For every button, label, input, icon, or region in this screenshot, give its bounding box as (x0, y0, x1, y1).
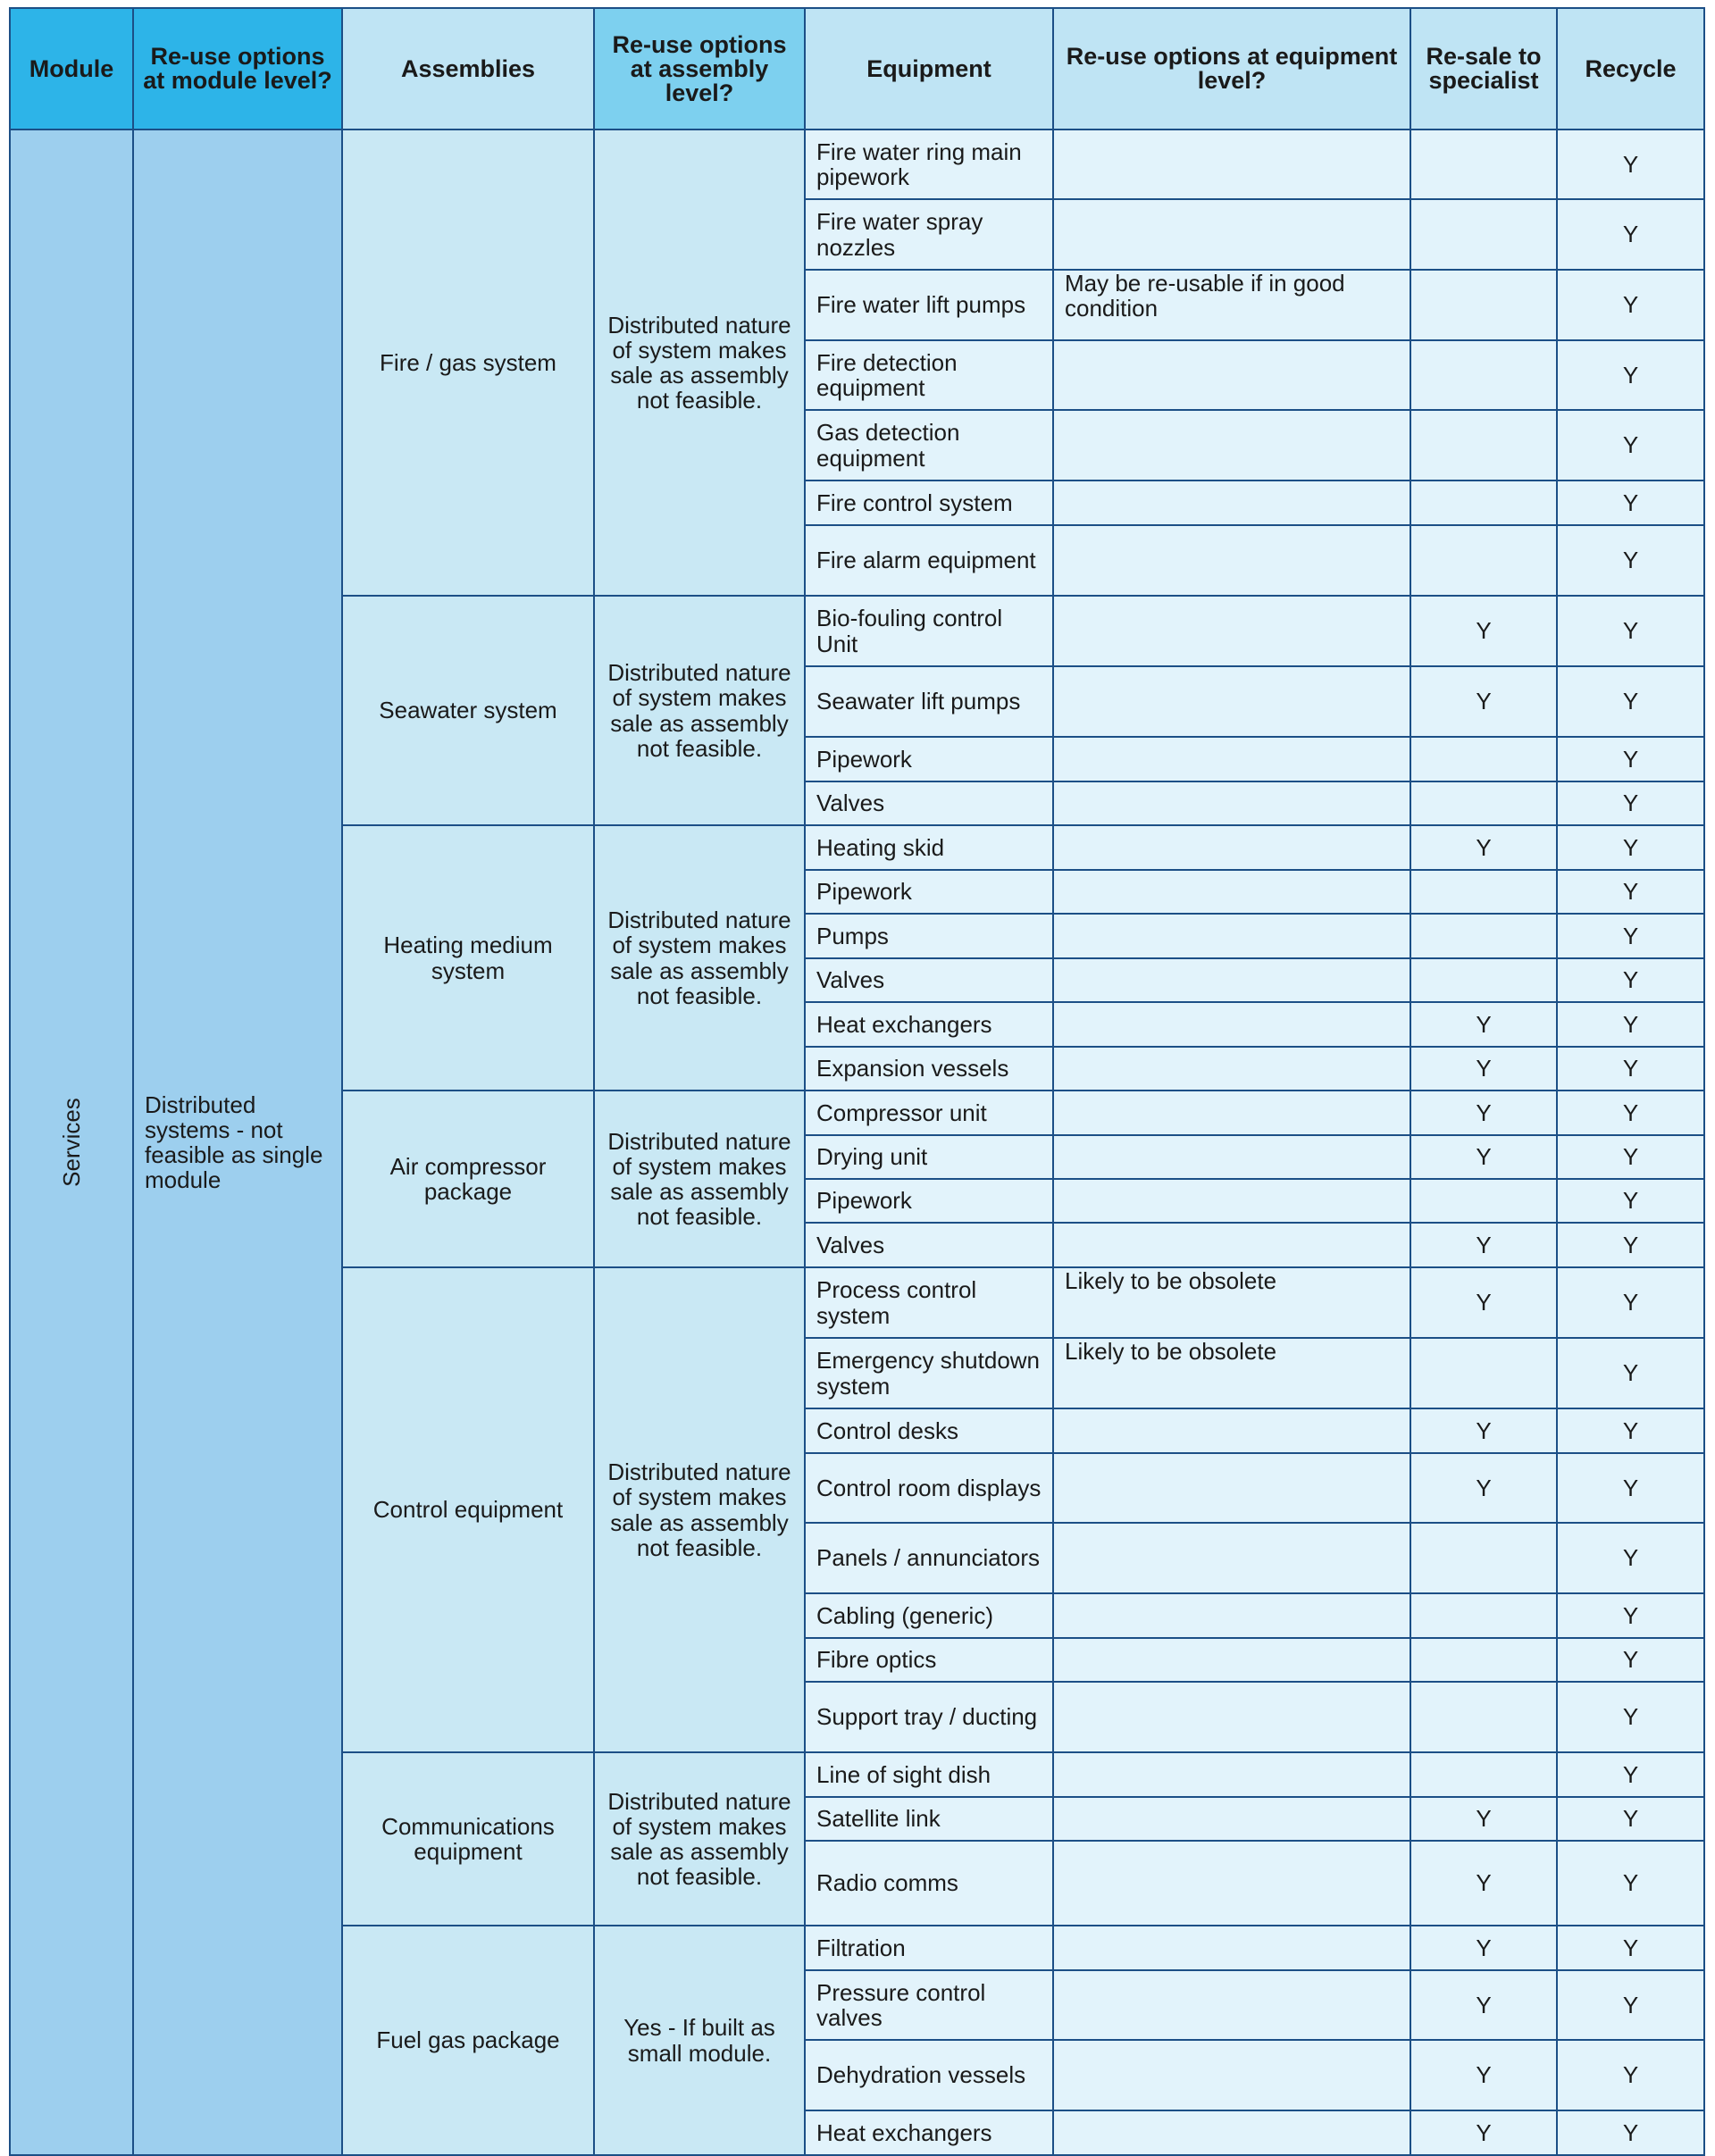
resale-cell (1410, 130, 1557, 199)
assembly-reuse-cell: Yes - If built as small module. (594, 1926, 805, 2155)
recycle-cell: Y (1557, 2040, 1704, 2110)
equipment-name-cell: Pipework (805, 870, 1053, 914)
assembly-name-cell: Heating medium system (342, 825, 594, 1091)
equipment-reuse-cell (1053, 1841, 1410, 1926)
equipment-reuse-cell (1053, 1926, 1410, 1970)
recycle-cell: Y (1557, 1752, 1704, 1797)
assembly-name-cell: Seawater system (342, 596, 594, 825)
header-resale: Re-sale to specialist (1410, 8, 1557, 130)
equipment-reuse-cell: May be re-usable if in good condition (1053, 270, 1410, 340)
equipment-reuse-cell (1053, 737, 1410, 781)
resale-cell: Y (1410, 596, 1557, 666)
equipment-name-cell: Gas detection equipment (805, 410, 1053, 481)
equipment-name-cell: Line of sight dish (805, 1752, 1053, 1797)
equipment-name-cell: Fire water lift pumps (805, 270, 1053, 340)
recycle-cell: Y (1557, 1638, 1704, 1682)
header-row (10, 8, 1704, 130)
recycle-cell: Y (1557, 1408, 1704, 1453)
equipment-reuse-cell (1053, 1002, 1410, 1047)
equipment-reuse-cell (1053, 410, 1410, 481)
equipment-name-cell: Heat exchangers (805, 2110, 1053, 2155)
table-body (10, 130, 1704, 2155)
equipment-name-cell: Pumps (805, 914, 1053, 958)
equipment-name-cell: Fire detection equipment (805, 340, 1053, 410)
recycle-cell: Y (1557, 1223, 1704, 1267)
assembly-name-cell: Fire / gas system (342, 130, 594, 596)
equipment-name-cell: Bio-fouling control Unit (805, 596, 1053, 666)
equipment-reuse-cell (1053, 666, 1410, 737)
equipment-name-cell: Panels / annunciators (805, 1523, 1053, 1593)
assembly-name-cell: Air compressor package (342, 1091, 594, 1267)
equipment-name-cell: Expansion vessels (805, 1047, 1053, 1091)
recycle-cell: Y (1557, 2110, 1704, 2155)
recycle-cell: Y (1557, 130, 1704, 199)
resale-cell (1410, 1593, 1557, 1638)
recycle-cell: Y (1557, 1926, 1704, 1970)
equipment-reuse-cell (1053, 825, 1410, 870)
equipment-reuse-cell (1053, 1523, 1410, 1593)
equipment-name-cell: Heating skid (805, 825, 1053, 870)
equipment-reuse-cell (1053, 199, 1410, 270)
equipment-reuse-cell (1053, 130, 1410, 199)
equipment-name-cell: Fire alarm equipment (805, 525, 1053, 596)
recycle-cell: Y (1557, 1970, 1704, 2040)
recycle-cell: Y (1557, 870, 1704, 914)
resale-cell: Y (1410, 1223, 1557, 1267)
resale-cell (1410, 481, 1557, 525)
resale-cell: Y (1410, 1408, 1557, 1453)
header-assembly-reuse: Re-use options at assembly level? (594, 8, 805, 130)
resale-cell (1410, 1338, 1557, 1408)
equipment-name-cell: Compressor unit (805, 1091, 1053, 1135)
equipment-name-cell: Valves (805, 781, 1053, 825)
table-row (10, 130, 1704, 199)
equipment-name-cell: Satellite link (805, 1797, 1053, 1841)
equipment-name-cell: Process control system (805, 1267, 1053, 1338)
equipment-reuse-cell (1053, 1223, 1410, 1267)
equipment-name-cell: Valves (805, 958, 1053, 1002)
resale-cell (1410, 270, 1557, 340)
resale-cell: Y (1410, 1135, 1557, 1179)
equipment-name-cell: Dehydration vessels (805, 2040, 1053, 2110)
equipment-name-cell: Filtration (805, 1926, 1053, 1970)
assembly-reuse-cell: Distributed nature of system makes sale as assembly not feasible. (594, 1091, 805, 1267)
equipment-name-cell: Support tray / ducting (805, 1682, 1053, 1752)
equipment-reuse-cell (1053, 1453, 1410, 1523)
equipment-reuse-cell (1053, 1179, 1410, 1223)
recycle-cell: Y (1557, 958, 1704, 1002)
recycle-cell: Y (1557, 1682, 1704, 1752)
equipment-name-cell: Fibre optics (805, 1638, 1053, 1682)
resale-cell (1410, 1523, 1557, 1593)
recycle-cell: Y (1557, 481, 1704, 525)
resale-cell (1410, 525, 1557, 596)
equipment-reuse-cell (1053, 525, 1410, 596)
module-cell (10, 130, 133, 2155)
equipment-reuse-cell (1053, 1091, 1410, 1135)
equipment-reuse-cell (1053, 1797, 1410, 1841)
equipment-name-cell: Valves (805, 1223, 1053, 1267)
recycle-cell: Y (1557, 737, 1704, 781)
equipment-name-cell: Fire control system (805, 481, 1053, 525)
recycle-cell: Y (1557, 1841, 1704, 1926)
equipment-reuse-cell (1053, 870, 1410, 914)
resale-cell (1410, 914, 1557, 958)
resale-cell (1410, 1179, 1557, 1223)
equipment-reuse-cell (1053, 781, 1410, 825)
resale-cell (1410, 870, 1557, 914)
header-assemblies: Assemblies (342, 8, 594, 130)
equipment-reuse-cell: Likely to be obsolete (1053, 1338, 1410, 1408)
recycle-cell: Y (1557, 666, 1704, 737)
recycle-cell: Y (1557, 596, 1704, 666)
table-wrapper (9, 7, 1705, 2156)
equipment-name-cell: Pressure control valves (805, 1970, 1053, 2040)
equipment-reuse-cell (1053, 1638, 1410, 1682)
equipment-name-cell: Drying unit (805, 1135, 1053, 1179)
equipment-name-cell: Control room displays (805, 1453, 1053, 1523)
recycle-cell: Y (1557, 781, 1704, 825)
equipment-reuse-cell (1053, 1752, 1410, 1797)
recycle-cell: Y (1557, 1453, 1704, 1523)
resale-cell: Y (1410, 2040, 1557, 2110)
equipment-reuse-cell: Likely to be obsolete (1053, 1267, 1410, 1338)
reuse-options-table (9, 7, 1705, 2156)
equipment-reuse-cell (1053, 1593, 1410, 1638)
resale-cell: Y (1410, 666, 1557, 737)
equipment-reuse-cell (1053, 1682, 1410, 1752)
recycle-cell: Y (1557, 1047, 1704, 1091)
resale-cell: Y (1410, 825, 1557, 870)
equipment-name-cell: Fire water spray nozzles (805, 199, 1053, 270)
equipment-reuse-cell (1053, 958, 1410, 1002)
assembly-reuse-cell: Distributed nature of system makes sale as assembly not feasible. (594, 130, 805, 596)
equipment-reuse-cell (1053, 481, 1410, 525)
recycle-cell: Y (1557, 1338, 1704, 1408)
equipment-reuse-cell (1053, 2110, 1410, 2155)
resale-cell (1410, 1682, 1557, 1752)
resale-cell: Y (1410, 1047, 1557, 1091)
assembly-name-cell: Communications equipment (342, 1752, 594, 1926)
assembly-reuse-cell: Distributed nature of system makes sale as assembly not feasible. (594, 1752, 805, 1926)
equipment-name-cell: Fire water ring main pipework (805, 130, 1053, 199)
assembly-reuse-cell: Distributed nature of system makes sale as assembly not feasible. (594, 596, 805, 825)
resale-cell: Y (1410, 1841, 1557, 1926)
equipment-name-cell: Radio comms (805, 1841, 1053, 1926)
recycle-cell: Y (1557, 340, 1704, 410)
resale-cell (1410, 1752, 1557, 1797)
equipment-name-cell: Seawater lift pumps (805, 666, 1053, 737)
equipment-name-cell: Pipework (805, 737, 1053, 781)
equipment-reuse-cell (1053, 1970, 1410, 2040)
recycle-cell: Y (1557, 1179, 1704, 1223)
module-name: Services (57, 1098, 85, 1187)
assembly-reuse-cell: Distributed nature of system makes sale as assembly not feasible. (594, 1267, 805, 1752)
equipment-reuse-cell (1053, 914, 1410, 958)
resale-cell (1410, 410, 1557, 481)
resale-cell: Y (1410, 1267, 1557, 1338)
header-module: Module (10, 8, 133, 130)
recycle-cell: Y (1557, 1091, 1704, 1135)
resale-cell: Y (1410, 1970, 1557, 2040)
assembly-name-cell: Control equipment (342, 1267, 594, 1752)
recycle-cell: Y (1557, 1002, 1704, 1047)
header-module-reuse: Re-use options at module level? (133, 8, 342, 130)
recycle-cell: Y (1557, 914, 1704, 958)
recycle-cell: Y (1557, 199, 1704, 270)
equipment-name-cell: Control desks (805, 1408, 1053, 1453)
resale-cell (1410, 199, 1557, 270)
module-reuse-cell: Distributed systems - not feasible as single module (133, 130, 342, 2155)
resale-cell: Y (1410, 1002, 1557, 1047)
resale-cell: Y (1410, 1797, 1557, 1841)
header-recycle: Recycle (1557, 8, 1704, 130)
resale-cell (1410, 1638, 1557, 1682)
equipment-name-cell: Cabling (generic) (805, 1593, 1053, 1638)
recycle-cell: Y (1557, 525, 1704, 596)
recycle-cell: Y (1557, 1267, 1704, 1338)
recycle-cell: Y (1557, 410, 1704, 481)
header-equipment: Equipment (805, 8, 1053, 130)
resale-cell (1410, 737, 1557, 781)
equipment-reuse-cell (1053, 596, 1410, 666)
equipment-reuse-cell (1053, 340, 1410, 410)
equipment-name-cell: Emergency shutdown system (805, 1338, 1053, 1408)
recycle-cell: Y (1557, 1523, 1704, 1593)
recycle-cell: Y (1557, 1593, 1704, 1638)
equipment-reuse-cell (1053, 1408, 1410, 1453)
recycle-cell: Y (1557, 270, 1704, 340)
equipment-reuse-cell (1053, 1047, 1410, 1091)
resale-cell: Y (1410, 1091, 1557, 1135)
recycle-cell: Y (1557, 1135, 1704, 1179)
resale-cell: Y (1410, 1453, 1557, 1523)
recycle-cell: Y (1557, 1797, 1704, 1841)
header-equipment-reuse: Re-use options at equipment level? (1053, 8, 1410, 130)
equipment-reuse-cell (1053, 2040, 1410, 2110)
recycle-cell: Y (1557, 825, 1704, 870)
equipment-reuse-cell (1053, 1135, 1410, 1179)
resale-cell: Y (1410, 2110, 1557, 2155)
resale-cell: Y (1410, 1926, 1557, 1970)
assembly-name-cell: Fuel gas package (342, 1926, 594, 2155)
resale-cell (1410, 781, 1557, 825)
resale-cell (1410, 958, 1557, 1002)
equipment-name-cell: Pipework (805, 1179, 1053, 1223)
equipment-name-cell: Heat exchangers (805, 1002, 1053, 1047)
resale-cell (1410, 340, 1557, 410)
assembly-reuse-cell: Distributed nature of system makes sale as assembly not feasible. (594, 825, 805, 1091)
